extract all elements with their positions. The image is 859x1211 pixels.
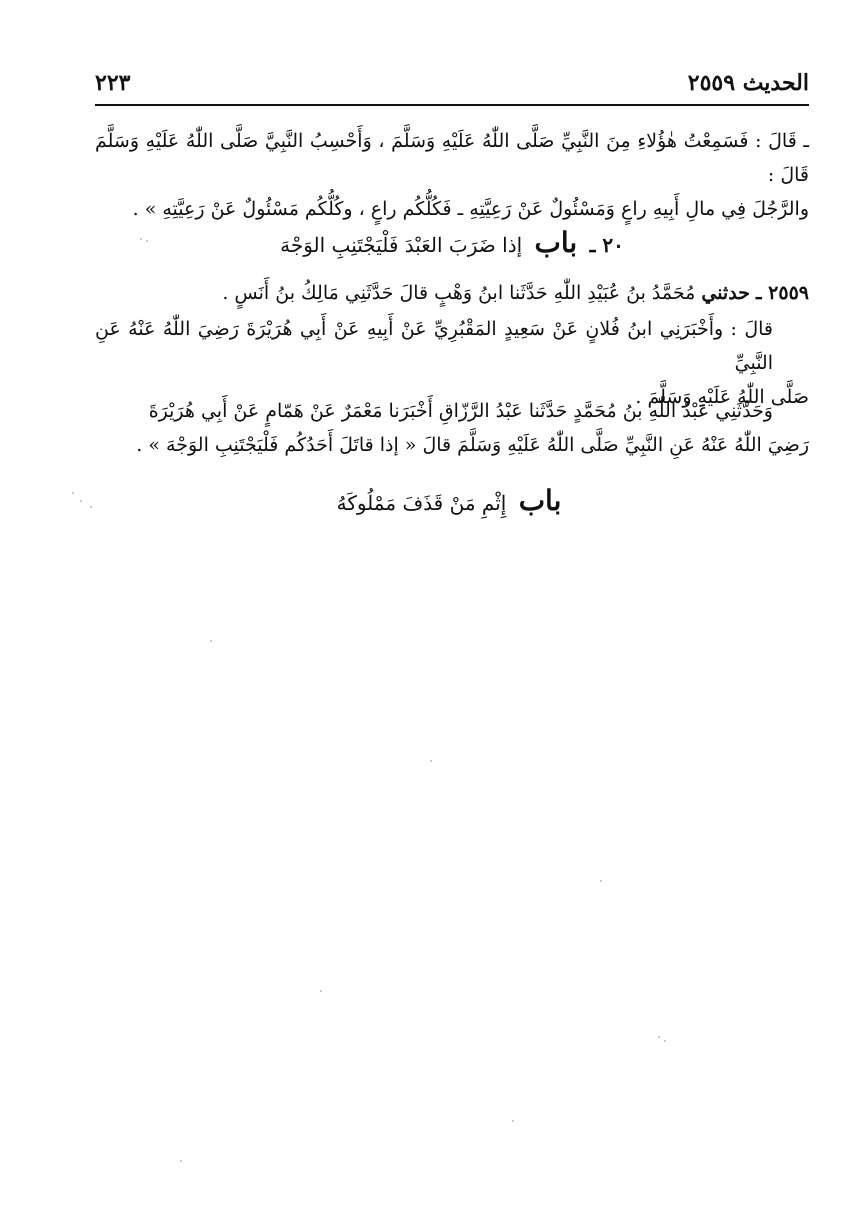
paragraph-line: ـ قَالَ : فَسَمِعْتُ هٰؤُلاءِ مِنَ النَّبِيِّ صَلَّى اللّٰهُ عَلَيْهِ وَسَلَّمَ ، وَأَحْسِبُ النَّبِيَّ صَلَّى اللّٰهُ عَلَيْهِ وَسَلَّمَ قَالَ : xyxy=(95,130,809,186)
scan-speck xyxy=(658,1036,660,1038)
isnad-line xyxy=(95,276,809,310)
scan-speck xyxy=(180,1160,182,1162)
chapter-number: ٢٠ ـ xyxy=(589,233,624,257)
paragraph-line: قالَ : وأَخْبَرَنِي ابنُ فُلانٍ عَنْ سَعِيدٍ المَقْبُرِيِّ عَنْ أَبِيهِ عَنْ أَبِي هُرَيْرَةَ رَضِيَ اللّٰهُ عَنْهُ عَنِ النَّبِيِّ xyxy=(95,318,773,374)
scan-speck xyxy=(90,506,92,508)
paragraph-line: رَضِيَ اللّٰهُ عَنْهُ عَنِ النَّبِيِّ صَلَّى اللّٰهُ عَلَيْهِ وَسَلَّمَ قالَ « إذا قاتَلَ أَحَدُكُم فَلْيَجْتَنِبِ الوَجْهَ » . xyxy=(136,434,809,456)
scan-speck xyxy=(320,990,322,992)
scan-speck xyxy=(80,500,82,502)
paragraph-line: والرَّجُلَ فِي مالِ أَبِيهِ راعٍ وَمَسْئُولٌ عَنْ رَعِيَّتِهِ ـ فَكُلُّكُم راعٍ ، وكُلُّكُم مَسْئُولٌ عَنْ رَعِيَّتِهِ » . xyxy=(132,198,809,220)
isnad-text: مُحَمَّدُ بنُ عُبَيْدِ اللّٰهِ حَدَّثَنا ابنُ وَهْبٍ قالَ حَدَّثَنِي مَالِكُ بنُ أَنَسٍ . xyxy=(222,282,696,304)
running-title: الحديث ٢٥٥٩ xyxy=(687,70,809,96)
next-chapter-word: باب xyxy=(518,484,562,517)
header-rule xyxy=(95,104,809,106)
chapter-heading xyxy=(95,226,809,262)
scan-speck xyxy=(512,1120,514,1122)
scan-speck xyxy=(600,880,602,882)
hadith-second-chain xyxy=(95,394,809,462)
scan-speck xyxy=(140,238,142,240)
paragraph-line: صَلَّى اللّٰهُ عَلَيْهِ وَسَلَّمَ . xyxy=(635,386,809,408)
scan-speck xyxy=(146,240,148,242)
scan-speck xyxy=(210,640,212,642)
next-chapter-heading xyxy=(95,484,809,520)
opening-paragraph xyxy=(95,124,809,226)
hadith-isnad xyxy=(95,276,809,310)
hadith-number: ٢٥٥٩ ـ xyxy=(755,282,809,304)
haddathani-word: حدثني xyxy=(701,282,750,304)
scan-speck xyxy=(430,760,432,762)
page-number: ٢٢٣ xyxy=(95,70,131,96)
chapter-word: باب xyxy=(534,226,578,259)
scan-speck xyxy=(664,1040,666,1042)
next-chapter-title: إِثْمِ مَنْ قَذَفَ مَمْلُوكَهُ xyxy=(336,491,507,515)
scan-speck xyxy=(72,492,74,494)
page-header xyxy=(95,66,809,102)
chapter-title: إذا ضَرَبَ العَبْدَ فَلْيَجْتَنِبِ الوَجْهَ xyxy=(280,233,523,257)
paragraph-line: وَحَدَّثَنِي عَبْدُ اللّٰهِ بنُ مُحَمَّدٍ حَدَّثَنا عَبْدُ الرَّزّاقِ أَخْبَرَنا مَعْمَرٌ عَنْ هَمّامٍ عَنْ أَبِي هُرَيْرَةَ xyxy=(148,400,773,422)
